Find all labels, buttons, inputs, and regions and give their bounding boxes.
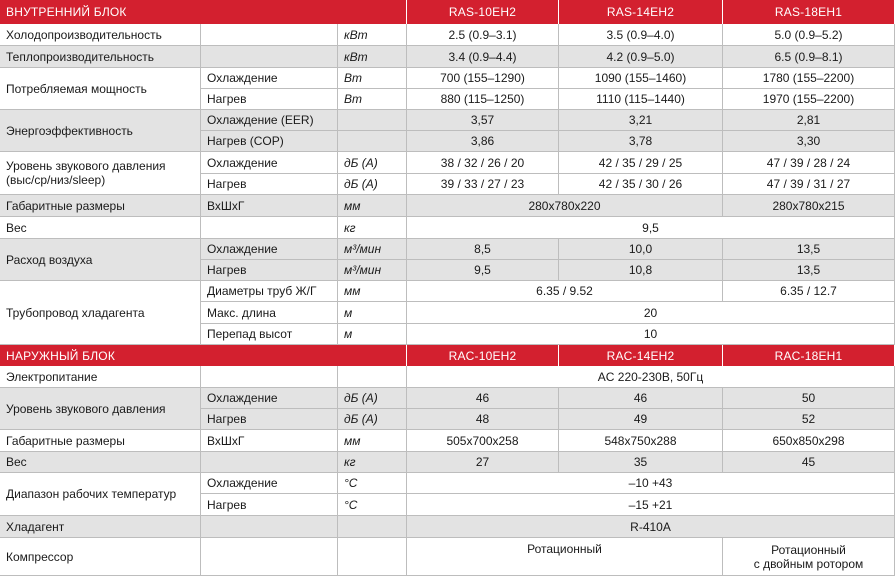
unit-cell: [338, 239, 407, 260]
cell-text: 3,78: [628, 134, 653, 148]
sub-label-heating: [201, 174, 338, 195]
value-cell: [407, 195, 723, 217]
value-cell: [407, 260, 559, 281]
cell-text: RAC-18EH1: [774, 348, 843, 363]
row-label-piping: [0, 281, 201, 345]
value-cell: [407, 239, 559, 260]
cell-text: дБ (А): [344, 391, 378, 405]
row-label-sound: [0, 152, 201, 195]
cell-text: Охлаждение: [207, 242, 278, 256]
cell-text: 49: [633, 412, 648, 426]
cell-text: кг: [344, 220, 356, 235]
cell-text: Нагрев (COP): [207, 134, 284, 148]
cell-text: 3,21: [628, 113, 653, 127]
cell-text: Перепад высот: [207, 327, 293, 341]
sub-label-dimensions: [201, 195, 338, 217]
unit-cell: [338, 152, 407, 174]
row-label-temp-range: [0, 473, 201, 516]
cell-text: кВт: [344, 49, 368, 64]
cell-text: Диаметры труб Ж/Г: [207, 284, 317, 298]
sub-label-heating: [201, 260, 338, 281]
cell-text: дБ (А): [344, 412, 378, 426]
cell-text: 1110 (115–1440): [596, 92, 685, 106]
value-cell: [723, 195, 895, 217]
cell-text: 10: [643, 327, 658, 341]
value-cell: [407, 409, 559, 430]
value-cell: [559, 452, 723, 473]
cell-text: мм: [344, 433, 361, 448]
sub-label-cooling: [201, 239, 338, 260]
row-label-outdoor-weight: [0, 452, 201, 473]
cell-text: 9,5: [474, 263, 491, 277]
value-cell: [559, 239, 723, 260]
cell-text: 505x700x258: [446, 433, 519, 448]
unit-cell: [338, 452, 407, 473]
cell-text: Охлаждение: [207, 155, 278, 170]
cell-text: ВхШхГ: [207, 433, 245, 448]
unit-cell: [338, 46, 407, 68]
indoor-model-header: [559, 0, 723, 24]
value-cell: [559, 68, 723, 89]
cell-text: 2.5 (0.9–3.1): [448, 27, 517, 42]
value-cell: [723, 174, 895, 195]
sub-label-height-diff: [201, 324, 338, 345]
empty-cell: [338, 516, 407, 538]
cell-text: 48: [475, 412, 490, 426]
value-cell: [723, 260, 895, 281]
cell-text: 280x780x220: [528, 198, 601, 213]
cell-text: м: [344, 327, 353, 341]
cell-text: 6.5 (0.9–8.1): [774, 49, 843, 64]
unit-cell: [338, 409, 407, 430]
cell-text: ВНУТРЕННИЙ БЛОК: [6, 5, 127, 19]
cell-text: 880 (115–1250): [440, 92, 525, 106]
unit-cell: [338, 217, 407, 239]
outdoor-model-header: [723, 345, 895, 366]
value-cell: [559, 46, 723, 68]
cell-text: 13,5: [796, 263, 821, 277]
value-cell: [407, 46, 559, 68]
row-label-outdoor-dimensions: [0, 430, 201, 452]
cell-text: Холодопроизводительность: [6, 27, 162, 42]
sub-label-heating: [201, 89, 338, 110]
empty-cell: [201, 452, 338, 473]
value-cell: [559, 152, 723, 174]
row-label-dimensions: [0, 195, 201, 217]
value-cell: [407, 388, 559, 409]
cell-text: RAC-10EH2: [448, 348, 517, 363]
cell-text: Теплопроизводительность: [6, 49, 154, 64]
value-cell: [559, 388, 723, 409]
cell-text: Макс. длина: [207, 305, 276, 320]
value-cell: [407, 516, 895, 538]
value-cell: [559, 110, 723, 131]
cell-text: Расход воздуха: [6, 252, 93, 267]
cell-text: R-410A: [630, 519, 671, 534]
cell-text: ВхШхГ: [207, 198, 245, 213]
cell-text: 38 / 32 / 26 / 20: [440, 155, 525, 170]
value-cell: [723, 89, 895, 110]
value-cell: [723, 131, 895, 152]
empty-cell: [201, 217, 338, 239]
cell-text: 10,8: [628, 263, 653, 277]
cell-text: Электропитание: [6, 369, 98, 384]
cell-text: 35: [633, 455, 648, 469]
value-cell: [407, 152, 559, 174]
value-cell: [559, 174, 723, 195]
sub-label-cooling: [201, 388, 338, 409]
cell-text: м³/мин: [344, 263, 382, 277]
cell-text: 548x750x288: [604, 433, 677, 448]
empty-cell: [201, 538, 338, 576]
value-cell: [407, 473, 895, 494]
cell-text: AC 220-230В, 50Гц: [597, 369, 704, 384]
text-line-1: Уровень звукового давления: [6, 159, 166, 173]
cell-text: кг: [344, 455, 356, 469]
cell-text: 1780 (155–2200): [762, 71, 855, 85]
sub-label-cooling: [201, 152, 338, 174]
unit-cell: [338, 174, 407, 195]
outdoor-model-header: [407, 345, 559, 366]
value-cell: [407, 494, 895, 516]
value-cell: [407, 324, 895, 345]
unit-cell: [338, 494, 407, 516]
unit-cell: [338, 24, 407, 46]
empty-cell: [338, 110, 407, 131]
cell-text: 42 / 35 / 29 / 25: [598, 155, 683, 170]
cell-text: 3.4 (0.9–4.4): [448, 49, 517, 64]
cell-text: Охлаждение: [207, 391, 278, 405]
cell-text: 46: [633, 391, 648, 405]
value-cell: [723, 538, 895, 576]
cell-text: 47 / 39 / 31 / 27: [766, 177, 851, 191]
row-label-heating-capacity: [0, 46, 201, 68]
cell-text: 3.5 (0.9–4.0): [606, 27, 675, 42]
cell-text: Энергоэффективность: [6, 123, 133, 138]
cell-text: Хладагент: [6, 519, 65, 534]
row-label-cooling-capacity: [0, 24, 201, 46]
value-cell: [723, 239, 895, 260]
cell-text: 650x850x298: [772, 433, 845, 448]
unit-cell: [338, 388, 407, 409]
value-cell: [723, 281, 895, 302]
cell-text: Вт: [344, 71, 362, 85]
cell-text: 46: [475, 391, 490, 405]
value-cell: [723, 46, 895, 68]
value-cell: [407, 366, 895, 388]
cell-text: 1970 (155–2200): [762, 92, 855, 106]
row-label-airflow: [0, 239, 201, 281]
cell-text: 3,86: [470, 134, 495, 148]
empty-cell: [201, 46, 338, 68]
unit-cell: [338, 195, 407, 217]
value-cell: [407, 131, 559, 152]
cell-text: –15 +21: [628, 497, 673, 512]
cell-text: Нагрев: [207, 412, 247, 426]
cell-text: Ротационный: [527, 542, 602, 556]
value-cell: [407, 110, 559, 131]
value-cell: [407, 302, 895, 324]
sub-label-pipe-diameter: [201, 281, 338, 302]
cell-text: Габаритные размеры: [6, 433, 125, 448]
value-cell: [723, 24, 895, 46]
empty-cell: [201, 24, 338, 46]
unit-cell: [338, 473, 407, 494]
empty-cell: [338, 538, 407, 576]
outdoor-header-title: [0, 345, 407, 366]
row-label-refrigerant: [0, 516, 201, 538]
value-cell: [407, 430, 559, 452]
cell-text: 39 / 33 / 27 / 23: [440, 177, 525, 191]
cell-text: RAS-10EH2: [448, 5, 517, 19]
sub-label-heating: [201, 409, 338, 430]
text-line-2: с двойным ротором: [753, 556, 864, 571]
value-cell: [407, 538, 723, 576]
text-line-2: (выс/ср/низ/sleep): [6, 173, 106, 187]
cell-text: НАРУЖНЫЙ БЛОК: [6, 348, 116, 363]
sub-label-heating: [201, 494, 338, 516]
cell-text: Уровень звукового давления: [6, 401, 166, 416]
cell-text: кВт: [344, 27, 368, 42]
indoor-model-header: [723, 0, 895, 24]
cell-text: 3,30: [796, 134, 821, 148]
cell-text: RAS-18EH1: [774, 5, 843, 19]
unit-cell: [338, 324, 407, 345]
value-cell: [559, 430, 723, 452]
value-cell: [723, 152, 895, 174]
cell-text: мм: [344, 284, 361, 298]
cell-text: 42 / 35 / 30 / 26: [598, 177, 683, 191]
cell-text: Вес: [6, 455, 27, 469]
value-cell: [723, 452, 895, 473]
cell-text: –10 +43: [628, 476, 673, 490]
outdoor-model-header: [559, 345, 723, 366]
sub-label-max-length: [201, 302, 338, 324]
cell-text: 2,81: [796, 113, 821, 127]
cell-text: 9,5: [642, 220, 659, 235]
value-cell: [559, 24, 723, 46]
cell-text: 6.35 / 9.52: [536, 284, 593, 298]
value-cell: [559, 89, 723, 110]
cell-text: Габаритные размеры: [6, 198, 125, 213]
value-cell: [559, 260, 723, 281]
value-cell: [723, 430, 895, 452]
sub-label-cop: [201, 131, 338, 152]
cell-text: °С: [344, 476, 358, 490]
value-cell: [407, 452, 559, 473]
cell-text: Нагрев: [207, 92, 247, 106]
value-cell: [407, 281, 723, 302]
row-label-outdoor-sound: [0, 388, 201, 430]
cell-text: Вт: [344, 92, 362, 106]
sub-label-dimensions: [201, 430, 338, 452]
cell-text: 3,57: [470, 113, 495, 127]
unit-cell: [338, 281, 407, 302]
indoor-header-title: [0, 0, 407, 24]
cell-text: Трубопровод хладагента: [6, 305, 145, 320]
cell-text: Нагрев: [207, 497, 247, 512]
cell-text: 13,5: [796, 242, 821, 256]
empty-cell: [201, 366, 338, 388]
unit-cell: [338, 430, 407, 452]
cell-text: 10,0: [628, 242, 653, 256]
row-label-power-supply: [0, 366, 201, 388]
cell-text: мм: [344, 198, 361, 213]
cell-text: 50: [801, 391, 816, 405]
unit-cell: [338, 260, 407, 281]
cell-text: Охлаждение: [207, 71, 278, 85]
cell-text: 700 (155–1290): [440, 71, 525, 85]
row-label-efficiency: [0, 110, 201, 152]
cell-text: м: [344, 305, 353, 320]
empty-cell: [201, 516, 338, 538]
value-cell: [559, 131, 723, 152]
cell-text: 20: [643, 305, 658, 320]
empty-cell: [338, 366, 407, 388]
cell-text: дБ (А): [344, 177, 378, 191]
cell-text: 47 / 39 / 28 / 24: [766, 155, 851, 170]
cell-text: Потребляемая мощность: [6, 81, 147, 96]
cell-text: Охлаждение (EER): [207, 113, 314, 127]
sub-label-eer: [201, 110, 338, 131]
text-line-1: Ротационный: [771, 542, 846, 557]
indoor-model-header: [407, 0, 559, 24]
cell-text: Вес: [6, 220, 27, 235]
cell-text: Компрессор: [6, 549, 74, 564]
sub-label-cooling: [201, 68, 338, 89]
cell-text: °С: [344, 497, 358, 512]
unit-cell: [338, 89, 407, 110]
value-cell: [407, 217, 895, 239]
cell-text: 52: [801, 412, 816, 426]
cell-text: Охлаждение: [207, 476, 278, 490]
row-label-compressor: [0, 538, 201, 576]
empty-cell: [338, 131, 407, 152]
cell-text: RAC-14EH2: [606, 348, 675, 363]
cell-text: 1090 (155–1460): [594, 71, 687, 85]
value-cell: [723, 110, 895, 131]
sub-label-cooling: [201, 473, 338, 494]
row-label-power: [0, 68, 201, 110]
cell-text: м³/мин: [344, 242, 382, 256]
unit-cell: [338, 68, 407, 89]
cell-text: 27: [475, 455, 490, 469]
cell-text: Нагрев: [207, 177, 247, 191]
cell-text: RAS-14EH2: [606, 5, 675, 19]
cell-text: 6.35 / 12.7: [780, 284, 837, 298]
unit-cell: [338, 302, 407, 324]
value-cell: [407, 68, 559, 89]
value-cell: [407, 174, 559, 195]
cell-text: 8,5: [474, 242, 491, 256]
cell-text: 5.0 (0.9–5.2): [774, 27, 843, 42]
cell-text: дБ (А): [344, 155, 378, 170]
value-cell: [723, 68, 895, 89]
value-cell: [723, 388, 895, 409]
cell-text: Диапазон рабочих температур: [6, 487, 177, 501]
value-cell: [407, 24, 559, 46]
value-cell: [723, 409, 895, 430]
cell-text: Нагрев: [207, 263, 247, 277]
cell-text: 45: [801, 455, 816, 469]
value-cell: [559, 409, 723, 430]
cell-text: 4.2 (0.9–5.0): [606, 49, 675, 64]
cell-text: 280x780x215: [772, 198, 845, 213]
row-label-weight: [0, 217, 201, 239]
value-cell: [407, 89, 559, 110]
